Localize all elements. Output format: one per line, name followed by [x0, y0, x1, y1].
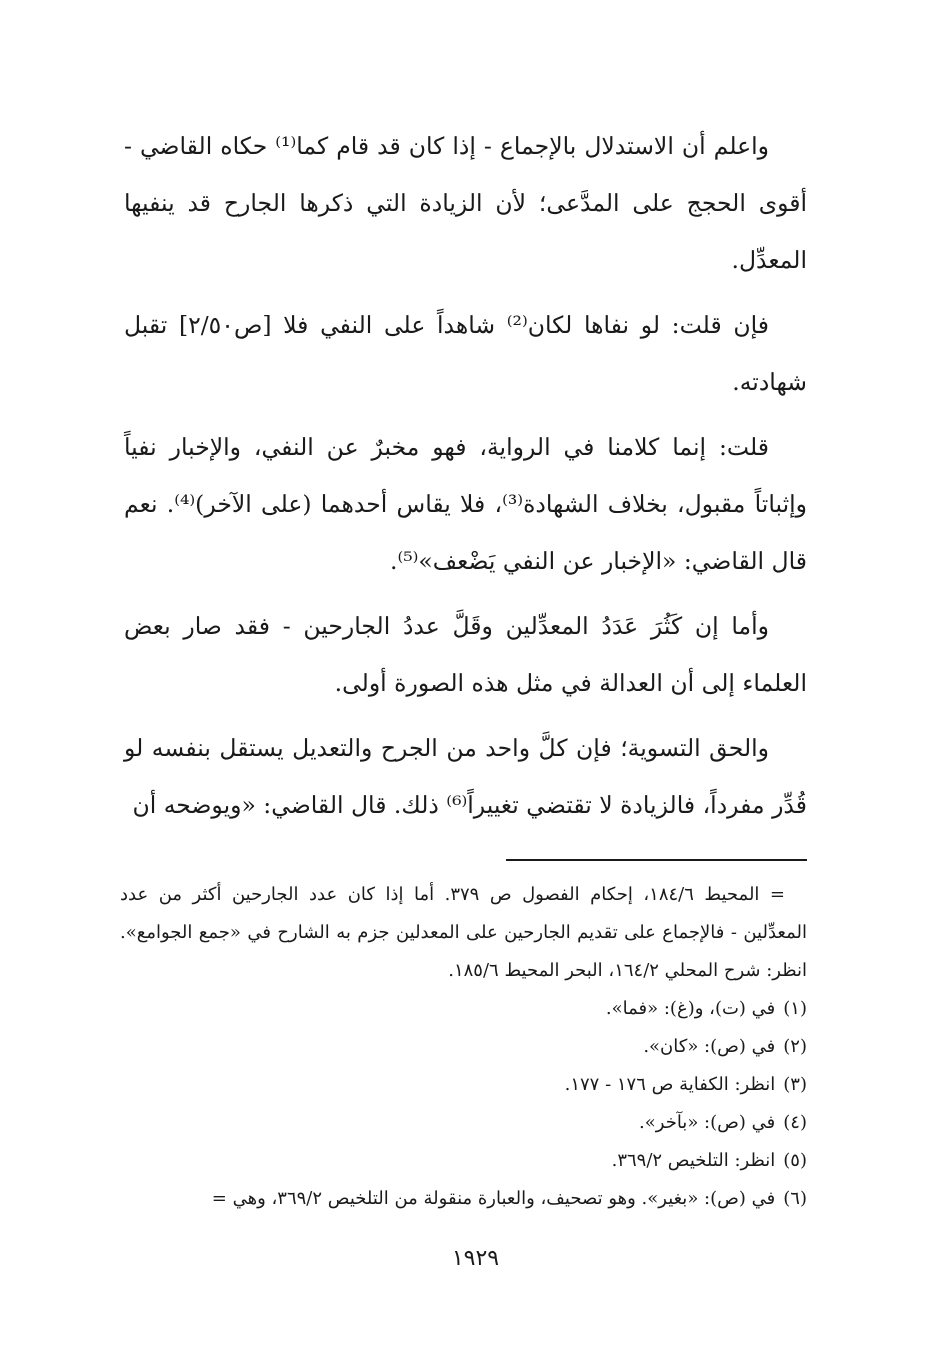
footnote-mark: (٢): [783, 1036, 807, 1057]
footnote-continuation: = المحيط ١٨٤/٦، إحكام الفصول ص ٣٧٩. أما إذا كان عدد الجارحين أكثر من عدد المعدِّلين - فالإجماع على تقديم الجارحين على المعدلين جزم به الشارح في «جمع الجوامع». انظر: شرح المحلي ١٦٤/٢، البحر المحيط ١٨٥/٦.: [120, 884, 807, 981]
paragraph-equality: والحق التسوية؛ فإن كلَّ واحد من الجرح والتعديل يستقل بنفسه لو قُدِّر مفرداً، فالزيادة لا تقتضي تغييراً⁽⁶⁾ ذلك. قال القاضي: «ويوضحه أن: [124, 734, 807, 819]
footnote-item: [120, 990, 807, 1028]
footnote-text: انظر: التلخيص ٣٦٩/٢.: [611, 1150, 776, 1171]
footnote-mark: (٣): [783, 1074, 807, 1095]
footnote-item: [120, 1104, 807, 1142]
main-text: [124, 118, 807, 842]
footnotes: [120, 876, 807, 1218]
footnote-item: [120, 1028, 807, 1066]
page-number: ١٩٢٩: [451, 1246, 500, 1271]
paragraph-majority: وأما إن كَثُرَ عَدَدُ المعدِّلين وقَلَّ عددُ الجارحين - فقد صار بعض العلماء إلى أن العدالة في مثل هذه الصورة أولى.: [124, 612, 807, 697]
footnote-mark: (١): [783, 998, 807, 1019]
footnote-text: في (ت)، و(غ): «فما».: [605, 998, 776, 1019]
footnote-item: [120, 1180, 807, 1218]
footnote-mark: (٦): [783, 1188, 807, 1209]
footnote-text: في (ص): «بآخر».: [639, 1112, 776, 1133]
footnote-item: [120, 1142, 807, 1180]
paragraph-objection: فإن قلت: لو نفاها لكان⁽²⁾ شاهداً على النفي فلا [ص٢/٥٠] تقبل شهادته.: [124, 311, 807, 396]
paragraph-ijma: واعلم أن الاستدلال بالإجماع - إذا كان قد قام كما⁽¹⁾ حكاه القاضي - أقوى الحجج على المدَّعى؛ لأن الزيادة التي ذكرها الجارح قد ينفيها المعدِّل.: [124, 132, 807, 274]
footnote-text: انظر: الكفاية ص ١٧٦ - ١٧٧.: [564, 1074, 776, 1095]
paragraph-reply: قلت: إنما كلامنا في الرواية، فهو مخبرٌ عن النفي، والإخبار نفياً وإثباتاً مقبول، بخلاف الشهادة⁽³⁾، فلا يقاس أحدهما (على الآخر)⁽⁴⁾. نعم قال القاضي: «الإخبار عن النفي يَضْعف»⁽⁵⁾.: [124, 433, 807, 575]
footnote-mark: (٥): [783, 1150, 807, 1171]
footnote-mark: (٤): [783, 1112, 807, 1133]
footnote-text: في (ص): «بغير». وهو تصحيف، والعبارة منقولة من التلخيص ٣٦٩/٢، وهي =: [211, 1188, 776, 1209]
footnote-text: في (ص): «كان».: [643, 1036, 776, 1057]
footnote-item: [120, 1066, 807, 1104]
footnote-separator: [506, 859, 807, 861]
